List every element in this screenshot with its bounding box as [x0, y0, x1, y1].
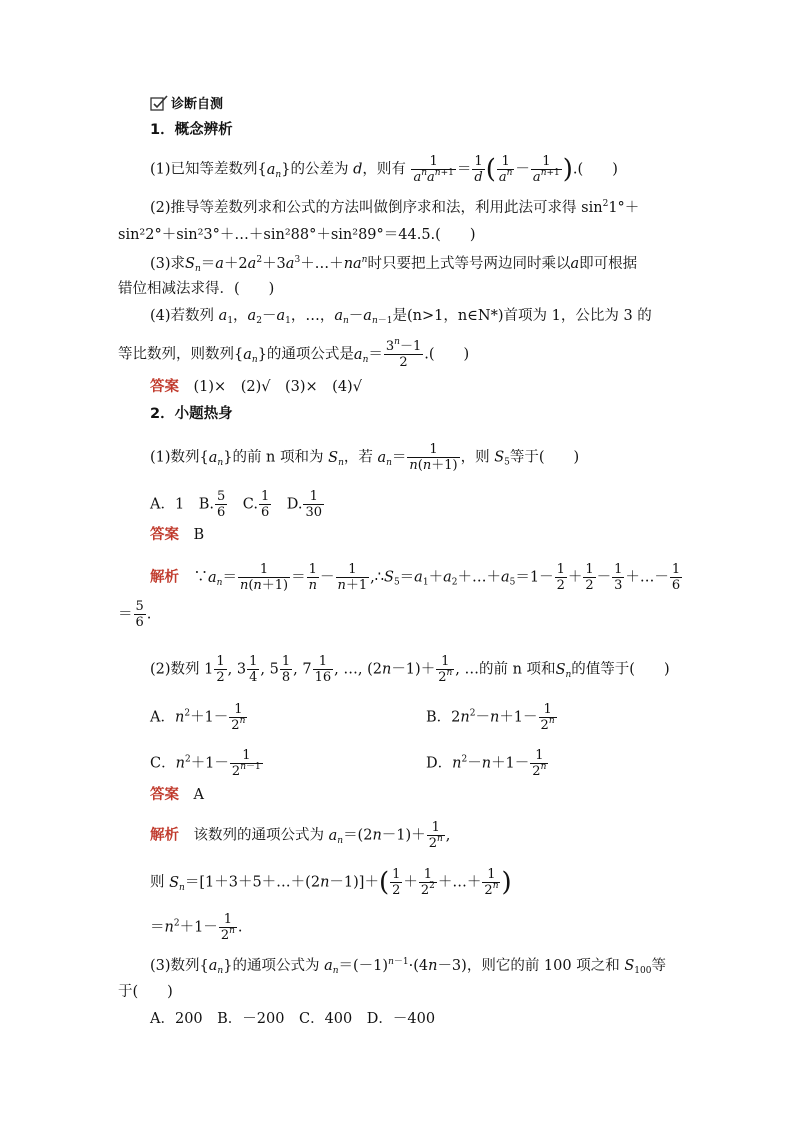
part1-title: 1．概念辨析: [150, 122, 233, 138]
p1-question-2-line1: (2)推导等差数列求和公式的方法叫做倒序求和法，利用此法可求得 $\sin^21^\circ+$: [150, 199, 640, 216]
p2-question-3: (3)数列$\{a_n\}$的通项公式为 $a_n=(-1)^{n-1}\cdot(4n-3)$，则它的前 100 项之和 $S_{100}$等: [150, 957, 666, 976]
p2-question-3-line2: 于( ): [118, 984, 173, 1000]
p2-option-a: A．$n^2+1-$ $\frac{1}{2^n}$: [150, 702, 246, 733]
p2-explain-1-result: ＝ $\frac{5}{6}$ .: [118, 599, 152, 630]
p2-question-1: (1)数列$\{a_n\}$的前 n 项和为 $S_n$，若 $a_n=$ $\frac{1}{n(n+1)}$ ，则 $S_5$等于( ): [150, 442, 580, 473]
p2-question-1-options: A．1 B. $\frac{5}{6}$ C. $\frac{1}{6}$ D. $\frac{1}{30}$: [150, 489, 322, 520]
p1-question-4-line1: (4)若数列 $a_1$，$a_2-a_1$，…，$a_n-a_{n-1}$是(n>1，n∈N*)首项为 1，公比为 3 的: [150, 308, 652, 326]
p2-option-d: D．$n^2-n+1-$ $\frac{1}{2^n}$: [426, 748, 547, 779]
p2-question-3-options: A．200 B．－200 C．400 D．－400: [150, 1011, 436, 1027]
section-title: 诊断自测: [171, 97, 224, 112]
p2-option-c: C．$n^2+1-$ $\frac{1}{2^{n-1}}$: [150, 748, 261, 779]
p1-answer: 答案 (1)× (2)√ (3)× (4)√: [150, 379, 362, 395]
p2-question-2: (2)数列 1 $\frac{1}{2}$ , 3 $\frac{1}{4}$ , 5 $\frac{1}{8}$ , 7 $\frac{1}{16}$ , …, (2n－1)＋ $\frac{1}{2^n}$ , …的前 n 项和$S_n$的值等于( ): [150, 654, 670, 685]
p1-question-3-line1: (3)求$S_n=a+2a^2+3a^3+\dots+na^n$时只要把上式等号两边同时乘以a即可根据: [150, 255, 638, 274]
p1-question-4-line2: 等比数列，则数列$\{a_n\}$的通项公式是$a_n=$ $\frac{3^n-1}{2}$ .( ): [118, 337, 470, 370]
check-note-icon: [150, 95, 168, 111]
p2-explain-2-sum: 则 $S_n=[1+3+5+\dots+(2n-1)]+$( $\frac{1}{2}$ ＋ $\frac{1}{2^2}$ ＋…＋ $\frac{1}{2^n}$ ): [150, 867, 512, 898]
p1-question-2-line2: sin²2°＋sin²3°＋…＋sin²88°＋sin²89°＝44.5.( ): [118, 227, 476, 243]
section-header: [150, 94, 223, 115]
p2-option-b: B．$2n^2-n+1-$ $\frac{1}{2^n}$: [426, 702, 555, 733]
p2-explain-2-result: $=n^2+1-$ $\frac{1}{2^n}$ .: [150, 912, 243, 943]
p2-answer-1: 答案 B: [150, 527, 205, 543]
part2-title: 2．小题热身: [150, 406, 233, 422]
p1-question-3-line2: 错位相减法求得．( ): [118, 281, 275, 297]
p2-answer-2: 答案 A: [150, 787, 204, 803]
p1-question-1: (1)已知等差数列$\{a_n\}$的公差为 d，则有 $\frac{1}{a^na^{n+1}}$ ＝ $\frac{1}{d}$ ( $\frac{1}{a^n}$ － $\frac{1}{a^{n+1}}$ ).( ): [150, 154, 618, 185]
p2-explain-2: 解析 该数列的通项公式为 $a_n=(2n-1)+$ $\frac{1}{2^n}$ ,: [150, 820, 451, 851]
p2-explain-1: 解析 $\because a_n=$ $\frac{1}{n(n+1)}$ ＝ $\frac{1}{n}$ － $\frac{1}{n+1}$ $,\therefore S_5=a_1+a_2+\dots+a_5=1-$ $\frac{1}{2}$ ＋ $\frac{1}{2}$ － $\frac{1}{3}$ ＋…－ $\frac{1}{6}$: [150, 562, 681, 593]
